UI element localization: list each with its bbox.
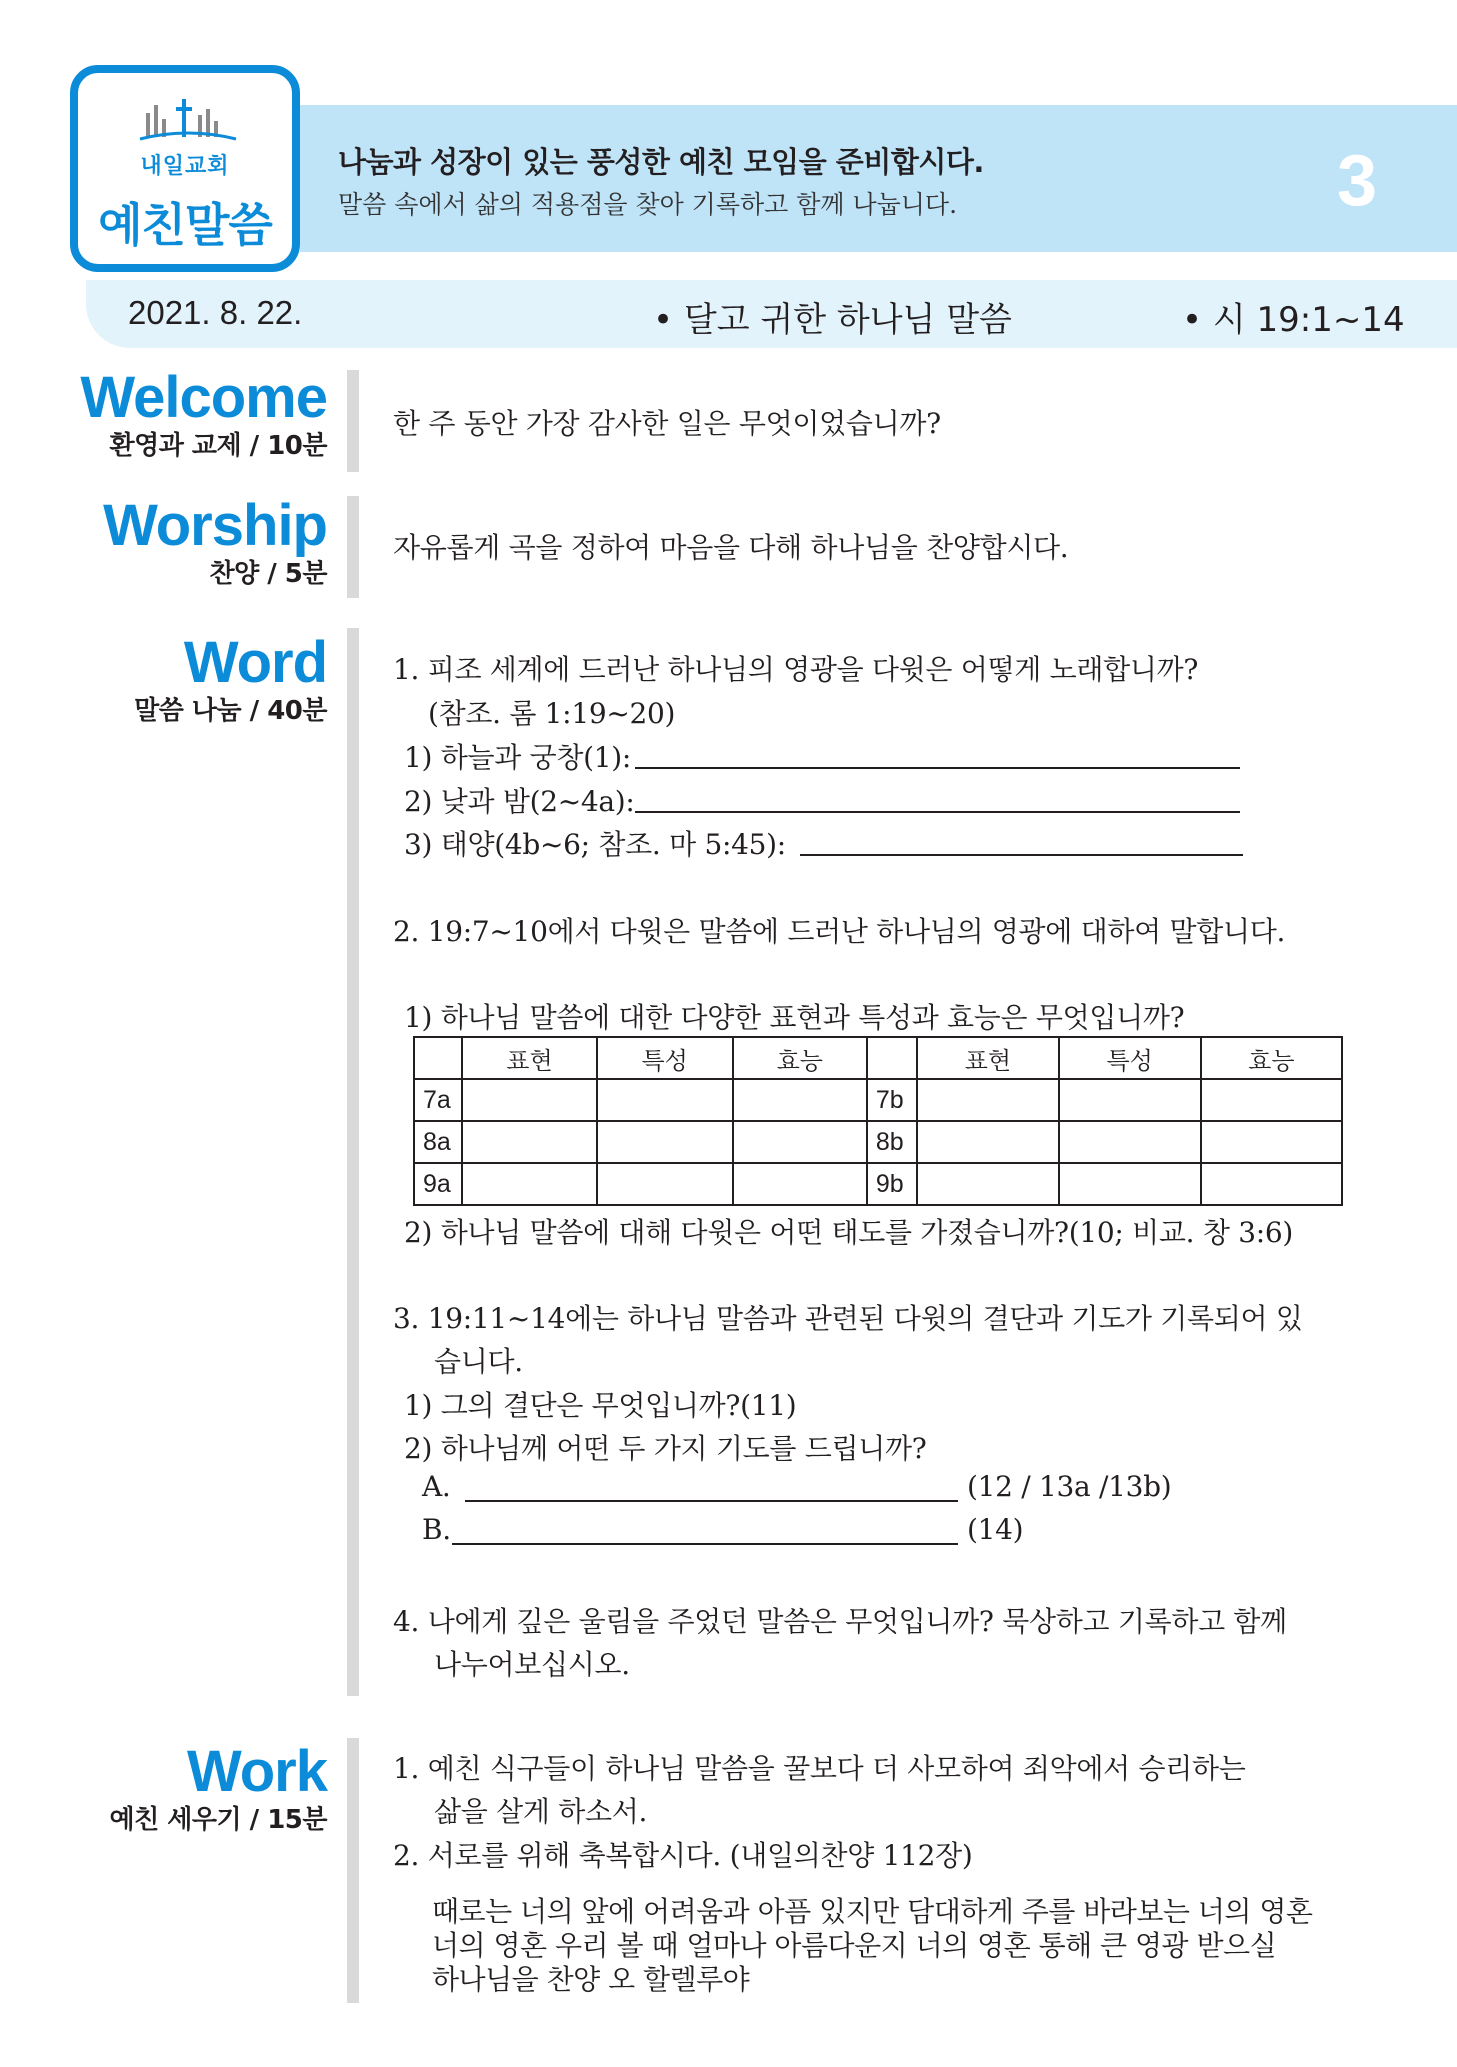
subline: 말씀 속에서 삶의 적용점을 찾아 기록하고 함께 나눕니다. bbox=[338, 190, 958, 219]
prayer-1-line-2: 삶을 살게 하소서. bbox=[434, 1795, 648, 1828]
table-header: 효능 bbox=[1201, 1037, 1342, 1079]
church-name: 내일교회 bbox=[140, 154, 230, 179]
info-bar bbox=[86, 280, 1457, 348]
hymn-lyrics bbox=[432, 1895, 1312, 1997]
table-header bbox=[414, 1037, 462, 1079]
table-header: 효능 bbox=[733, 1037, 867, 1079]
welcome-heading bbox=[80, 365, 327, 462]
prayer-a-label: A. bbox=[422, 1470, 451, 1503]
work-heading bbox=[109, 1739, 327, 1836]
question-1-item-b: 2) 낮과 밤(2~4a): bbox=[404, 785, 635, 818]
answer-cell[interactable] bbox=[462, 1121, 596, 1163]
answer-line bbox=[635, 811, 1240, 813]
logo-title: 예친말씀 bbox=[98, 198, 272, 252]
answer-cell[interactable] bbox=[597, 1121, 733, 1163]
question-4-line-1: 4. 나에게 깊은 울림을 주었던 말씀은 무엇입니까? 묵상하고 기록하고 함께 bbox=[393, 1605, 1287, 1638]
work-title: Work bbox=[187, 1739, 327, 1804]
answer-cell[interactable] bbox=[733, 1163, 867, 1205]
worship-text: 자유롭게 곡을 정하여 마음을 다해 하나님을 찬양합시다. bbox=[393, 531, 1069, 564]
worship-subtitle: 찬양 / 5분 bbox=[209, 559, 327, 589]
question-2-item-a: 1) 하나님 말씀에 대한 다양한 표현과 특성과 효능은 무엇입니까? bbox=[404, 1001, 1185, 1034]
answer-cell[interactable] bbox=[1201, 1121, 1342, 1163]
worship-title: Worship bbox=[103, 493, 327, 558]
verse-cell: 8a bbox=[414, 1121, 462, 1163]
table-header: 특성 bbox=[597, 1037, 733, 1079]
verse-cell: 9b bbox=[867, 1163, 917, 1205]
answer-cell[interactable] bbox=[462, 1079, 596, 1121]
prayer-b-reference: (14) bbox=[967, 1513, 1024, 1546]
answer-line bbox=[452, 1543, 958, 1545]
word-divider bbox=[347, 628, 359, 1696]
verse-cell: 8b bbox=[867, 1121, 917, 1163]
answer-cell[interactable] bbox=[917, 1121, 1058, 1163]
verse-cell: 7b bbox=[867, 1079, 917, 1121]
prayer-2: 2. 서로를 위해 축복합시다. (내일의찬양 112장) bbox=[393, 1839, 973, 1872]
question-1-item-a: 1) 하늘과 궁창(1): bbox=[404, 741, 631, 774]
verse-cell: 7a bbox=[414, 1079, 462, 1121]
answer-cell[interactable] bbox=[1201, 1163, 1342, 1205]
church-skyline-icon bbox=[138, 97, 238, 143]
table-row bbox=[414, 1079, 1342, 1121]
table-header-row bbox=[414, 1037, 1342, 1079]
question-3-item-b: 2) 하나님께 어떤 두 가지 기도를 드립니까? bbox=[404, 1432, 927, 1465]
work-divider bbox=[347, 1738, 359, 2003]
lesson-title: • 달고 귀한 하나님 말씀 bbox=[653, 300, 1012, 340]
date: 2021. 8. 22. bbox=[128, 294, 303, 331]
question-3-line-1: 3. 19:11~14에는 하나님 말씀과 관련된 다윗의 결단과 기도가 기록되어 있 bbox=[393, 1302, 1303, 1335]
welcome-question: 한 주 동안 가장 감사한 일은 무엇이었습니까? bbox=[393, 407, 941, 440]
question-2: 2. 19:7~10에서 다윗은 말씀에 드러난 하나님의 영광에 대하여 말합니다. bbox=[393, 915, 1286, 948]
question-1-item-c: 3) 태양(4b~6; 참조. 마 5:45): bbox=[404, 828, 786, 861]
hymn-line: 하나님을 찬양 오 할렐루야 bbox=[432, 1963, 750, 1996]
welcome-subtitle: 환영과 교제 / 10분 bbox=[109, 431, 327, 461]
table-row bbox=[414, 1163, 1342, 1205]
table-header: 표현 bbox=[462, 1037, 596, 1079]
answer-cell[interactable] bbox=[1059, 1121, 1201, 1163]
word-heading bbox=[134, 630, 327, 727]
answer-cell[interactable] bbox=[462, 1163, 596, 1205]
welcome-title: Welcome bbox=[80, 365, 327, 430]
table-header: 표현 bbox=[917, 1037, 1058, 1079]
scripture-reference: • 시 19:1~14 bbox=[1182, 300, 1405, 340]
welcome-divider bbox=[347, 370, 359, 472]
answer-cell[interactable] bbox=[1201, 1079, 1342, 1121]
church-logo bbox=[70, 65, 300, 272]
answer-line bbox=[800, 854, 1243, 856]
question-2-item-b: 2) 하나님 말씀에 대해 다윗은 어떤 태도를 가졌습니까?(10; 비교. 창 3:6) bbox=[404, 1216, 1293, 1249]
question-4-line-2: 나누어보십시오. bbox=[434, 1648, 630, 1681]
question-1: 1. 피조 세계에 드러난 하나님의 영광을 다윗은 어떻게 노래합니까? bbox=[393, 653, 1199, 686]
answer-cell[interactable] bbox=[597, 1079, 733, 1121]
prayer-b-label: B. bbox=[422, 1513, 451, 1546]
worship-divider bbox=[347, 496, 359, 598]
work-subtitle: 예친 세우기 / 15분 bbox=[109, 1805, 327, 1835]
hymn-line: 때로는 너의 앞에 어려움과 아픔 있지만 담대하게 주를 바라보는 너의 영혼 bbox=[432, 1895, 1313, 1928]
answer-cell[interactable] bbox=[733, 1121, 867, 1163]
page-number: 3 bbox=[1336, 141, 1377, 221]
answer-cell[interactable] bbox=[917, 1163, 1058, 1205]
hymn-line: 너의 영혼 우리 볼 때 얼마나 아름다운지 너의 영혼 통해 큰 영광 받으실 bbox=[432, 1929, 1277, 1962]
verse-cell: 9a bbox=[414, 1163, 462, 1205]
question-1-reference: (참조. 롬 1:19~20) bbox=[428, 697, 676, 730]
word-subtitle: 말씀 나눔 / 40분 bbox=[134, 696, 327, 726]
answer-line bbox=[465, 1500, 958, 1502]
table-header: 특성 bbox=[1059, 1037, 1201, 1079]
answer-cell[interactable] bbox=[1059, 1079, 1201, 1121]
table-header bbox=[867, 1037, 917, 1079]
table-row bbox=[414, 1121, 1342, 1163]
question-3-item-a: 1) 그의 결단은 무엇입니까?(11) bbox=[404, 1389, 797, 1422]
worship-heading bbox=[103, 493, 327, 590]
answer-cell[interactable] bbox=[1059, 1163, 1201, 1205]
prayer-1-line-1: 1. 예친 식구들이 하나님 말씀을 꿀보다 더 사모하여 죄악에서 승리하는 bbox=[393, 1752, 1246, 1785]
prayer-a-reference: (12 / 13a /13b) bbox=[967, 1470, 1172, 1503]
answer-cell[interactable] bbox=[733, 1079, 867, 1121]
headline: 나눔과 성장이 있는 풍성한 예친 모임을 준비합시다. bbox=[338, 145, 984, 179]
word-title: Word bbox=[183, 630, 327, 695]
answer-cell[interactable] bbox=[597, 1163, 733, 1205]
answer-cell[interactable] bbox=[917, 1079, 1058, 1121]
question-3-line-2: 습니다. bbox=[434, 1345, 523, 1378]
word-expression-table bbox=[413, 1036, 1343, 1206]
answer-line bbox=[635, 767, 1240, 769]
